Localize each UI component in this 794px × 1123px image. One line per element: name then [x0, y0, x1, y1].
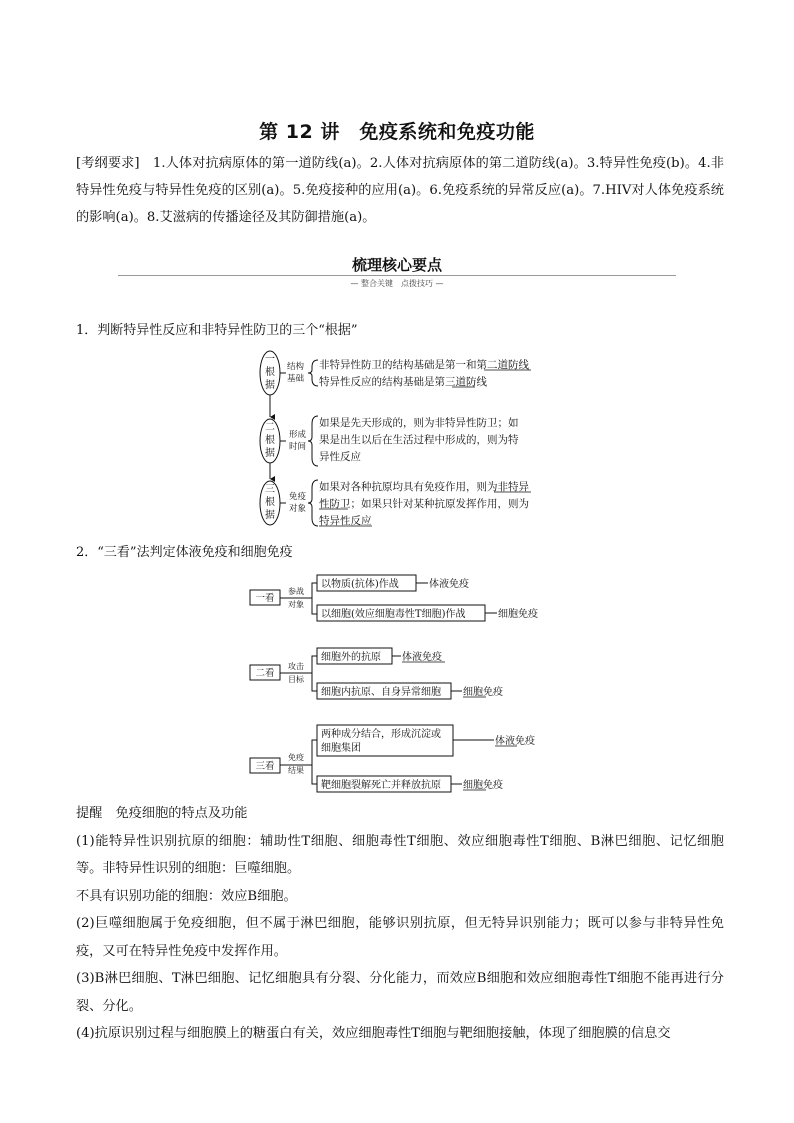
part2-heading: 2．“三看”法判定体液免疫和细胞免疫 [76, 545, 293, 560]
look-3-item-2: 靶细胞裂解死亡并释放抗原 [321, 780, 441, 791]
basis-3-label-2: 对象 [289, 504, 307, 514]
look-1-result-1: 体液免疫 [429, 579, 469, 590]
basis-2-label-2: 时间 [289, 442, 307, 452]
basis-3-char-3: 据 [265, 510, 275, 521]
requirements-text: 1.人体对抗病原体的第一道防线(a)。2.人体对抗病原体的第二道防线(a)。3.特异性免疫(b)。4.非特异性免疫与特异性免疫的区别(a)。5.免疫接种的应用(a)。6.免疫系统的异常反应(a)。7.HIV对人体免疫系统的影响(a)。8.艾滋病的传播途径及其防御措施(a)。 [76, 156, 724, 225]
basis-2-char-2: 根 [265, 435, 275, 446]
basis-1-char-3: 据 [265, 380, 275, 391]
basis-2-line-1: 如果是先天形成的，则为非特异性防卫；如 [319, 417, 519, 429]
look-3-label-2: 结果 [288, 766, 304, 775]
basis-3-line-3: 特异性反应 [319, 515, 372, 527]
look-3-text: 三看 [255, 761, 275, 772]
tip-paragraph-4: (3)B淋巴细胞、T淋巴细胞、记忆细胞具有分裂、分化能力，而效应B细胞和效应细胞毒性T细胞不能再进行分裂、分化。 [76, 971, 724, 1014]
look-3-label-1: 免疫 [288, 753, 304, 762]
look-1-text: 一看 [255, 593, 275, 604]
look-1-item-1: 以物质(抗体)作战 [321, 579, 399, 590]
basis-2-label-1: 形成 [289, 430, 307, 440]
section-divider [118, 275, 676, 276]
basis-1-line-2: 特异性反应的结构基础是第三道防线 [319, 376, 487, 388]
tip-heading: 提醒 免疫细胞的特点及功能 [76, 806, 248, 821]
requirements-tag: [考纲要求] [76, 156, 140, 171]
tip-paragraph-2: 不具有识别功能的细胞：效应B细胞。 [76, 888, 297, 904]
basis-1-label-1: 结构 [287, 362, 305, 372]
look-1-result-2: 细胞免疫 [498, 609, 538, 620]
basis-3-line-2: 性防卫；如果只针对某种抗原发挥作用，则为 [319, 498, 529, 510]
basis-1-line-1: 非特异性防卫的结构基础是第一和第二道防线 [319, 359, 529, 371]
basis-3-label-1: 免疫 [289, 492, 307, 502]
basis-3-line-1: 如果对各种抗原均具有免疫作用，则为非特异 [319, 481, 529, 493]
basis-2-line-3: 异性反应 [319, 451, 361, 463]
basis-1-char-1: 一 [265, 354, 275, 365]
exam-requirements [76, 150, 724, 231]
look-3-result-1: 体液免疫 [495, 736, 535, 747]
tip-paragraph-1: (1)能特异性识别抗原的细胞：辅助性T细胞、细胞毒性T细胞、效应细胞毒性T细胞、B淋巴细胞、记忆细胞等。非特异性识别的细胞：巨噬细胞。 [76, 833, 724, 876]
look-2-text: 二看 [255, 668, 275, 679]
look-3-result-2: 细胞免疫 [463, 780, 503, 791]
basis-3-char-2: 根 [265, 497, 275, 508]
look-1-label-1: 参战 [288, 587, 304, 596]
section-subtitle: — 整合关键 点拨技巧 — [350, 279, 444, 288]
tip-paragraph-3: (2)巨噬细胞属于免疫细胞，但不属于淋巴细胞，能够识别抗原，但无特异识别能力；既可以参与非特异性免疫，又可在特异性免疫中发挥作用。 [76, 916, 724, 959]
basis-3-char-1: 三 [265, 484, 275, 495]
look-2-item-1: 细胞外的抗原 [321, 652, 381, 663]
page-title: 第 12 讲 免疫系统和免疫功能 [259, 121, 535, 143]
basis-1-char-2: 根 [265, 367, 275, 378]
section-title: 梳理核心要点 [351, 256, 442, 274]
look-2-result-1: 体液免疫 [402, 652, 442, 663]
basis-2-line-2: 果是出生以后在生活过程中形成的，则为特 [319, 434, 519, 446]
look-1-label-2: 对象 [288, 600, 304, 609]
look-2-label-2: 目标 [288, 675, 304, 684]
basis-2-char-1: 二 [265, 422, 275, 433]
basis-1-label-2: 基础 [287, 374, 305, 384]
three-looks-diagram [0, 565, 794, 800]
look-2-label-1: 攻击 [288, 662, 304, 671]
basis-2-char-3: 据 [265, 448, 275, 459]
three-bases-diagram [0, 340, 794, 535]
look-1-item-2: 以细胞(效应细胞毒性T细胞)作战 [321, 609, 466, 620]
tip-paragraph-5: (4)抗原识别过程与细胞膜上的糖蛋白有关，效应细胞毒性T细胞与靶细胞接触，体现了细胞膜的信息交 [76, 1026, 671, 1041]
look-3-item-1-line-1: 两种成分结合，形成沉淀或 [321, 729, 441, 740]
part1-heading: 1．判断特异性反应和非特异性防卫的三个“根据” [76, 323, 358, 338]
tip-section [76, 800, 724, 1048]
look-2-result-2: 细胞免疫 [463, 687, 503, 698]
look-3-item-1-line-2: 细胞集团 [321, 743, 361, 754]
look-2-item-2: 细胞内抗原、自身异常细胞 [321, 687, 441, 698]
